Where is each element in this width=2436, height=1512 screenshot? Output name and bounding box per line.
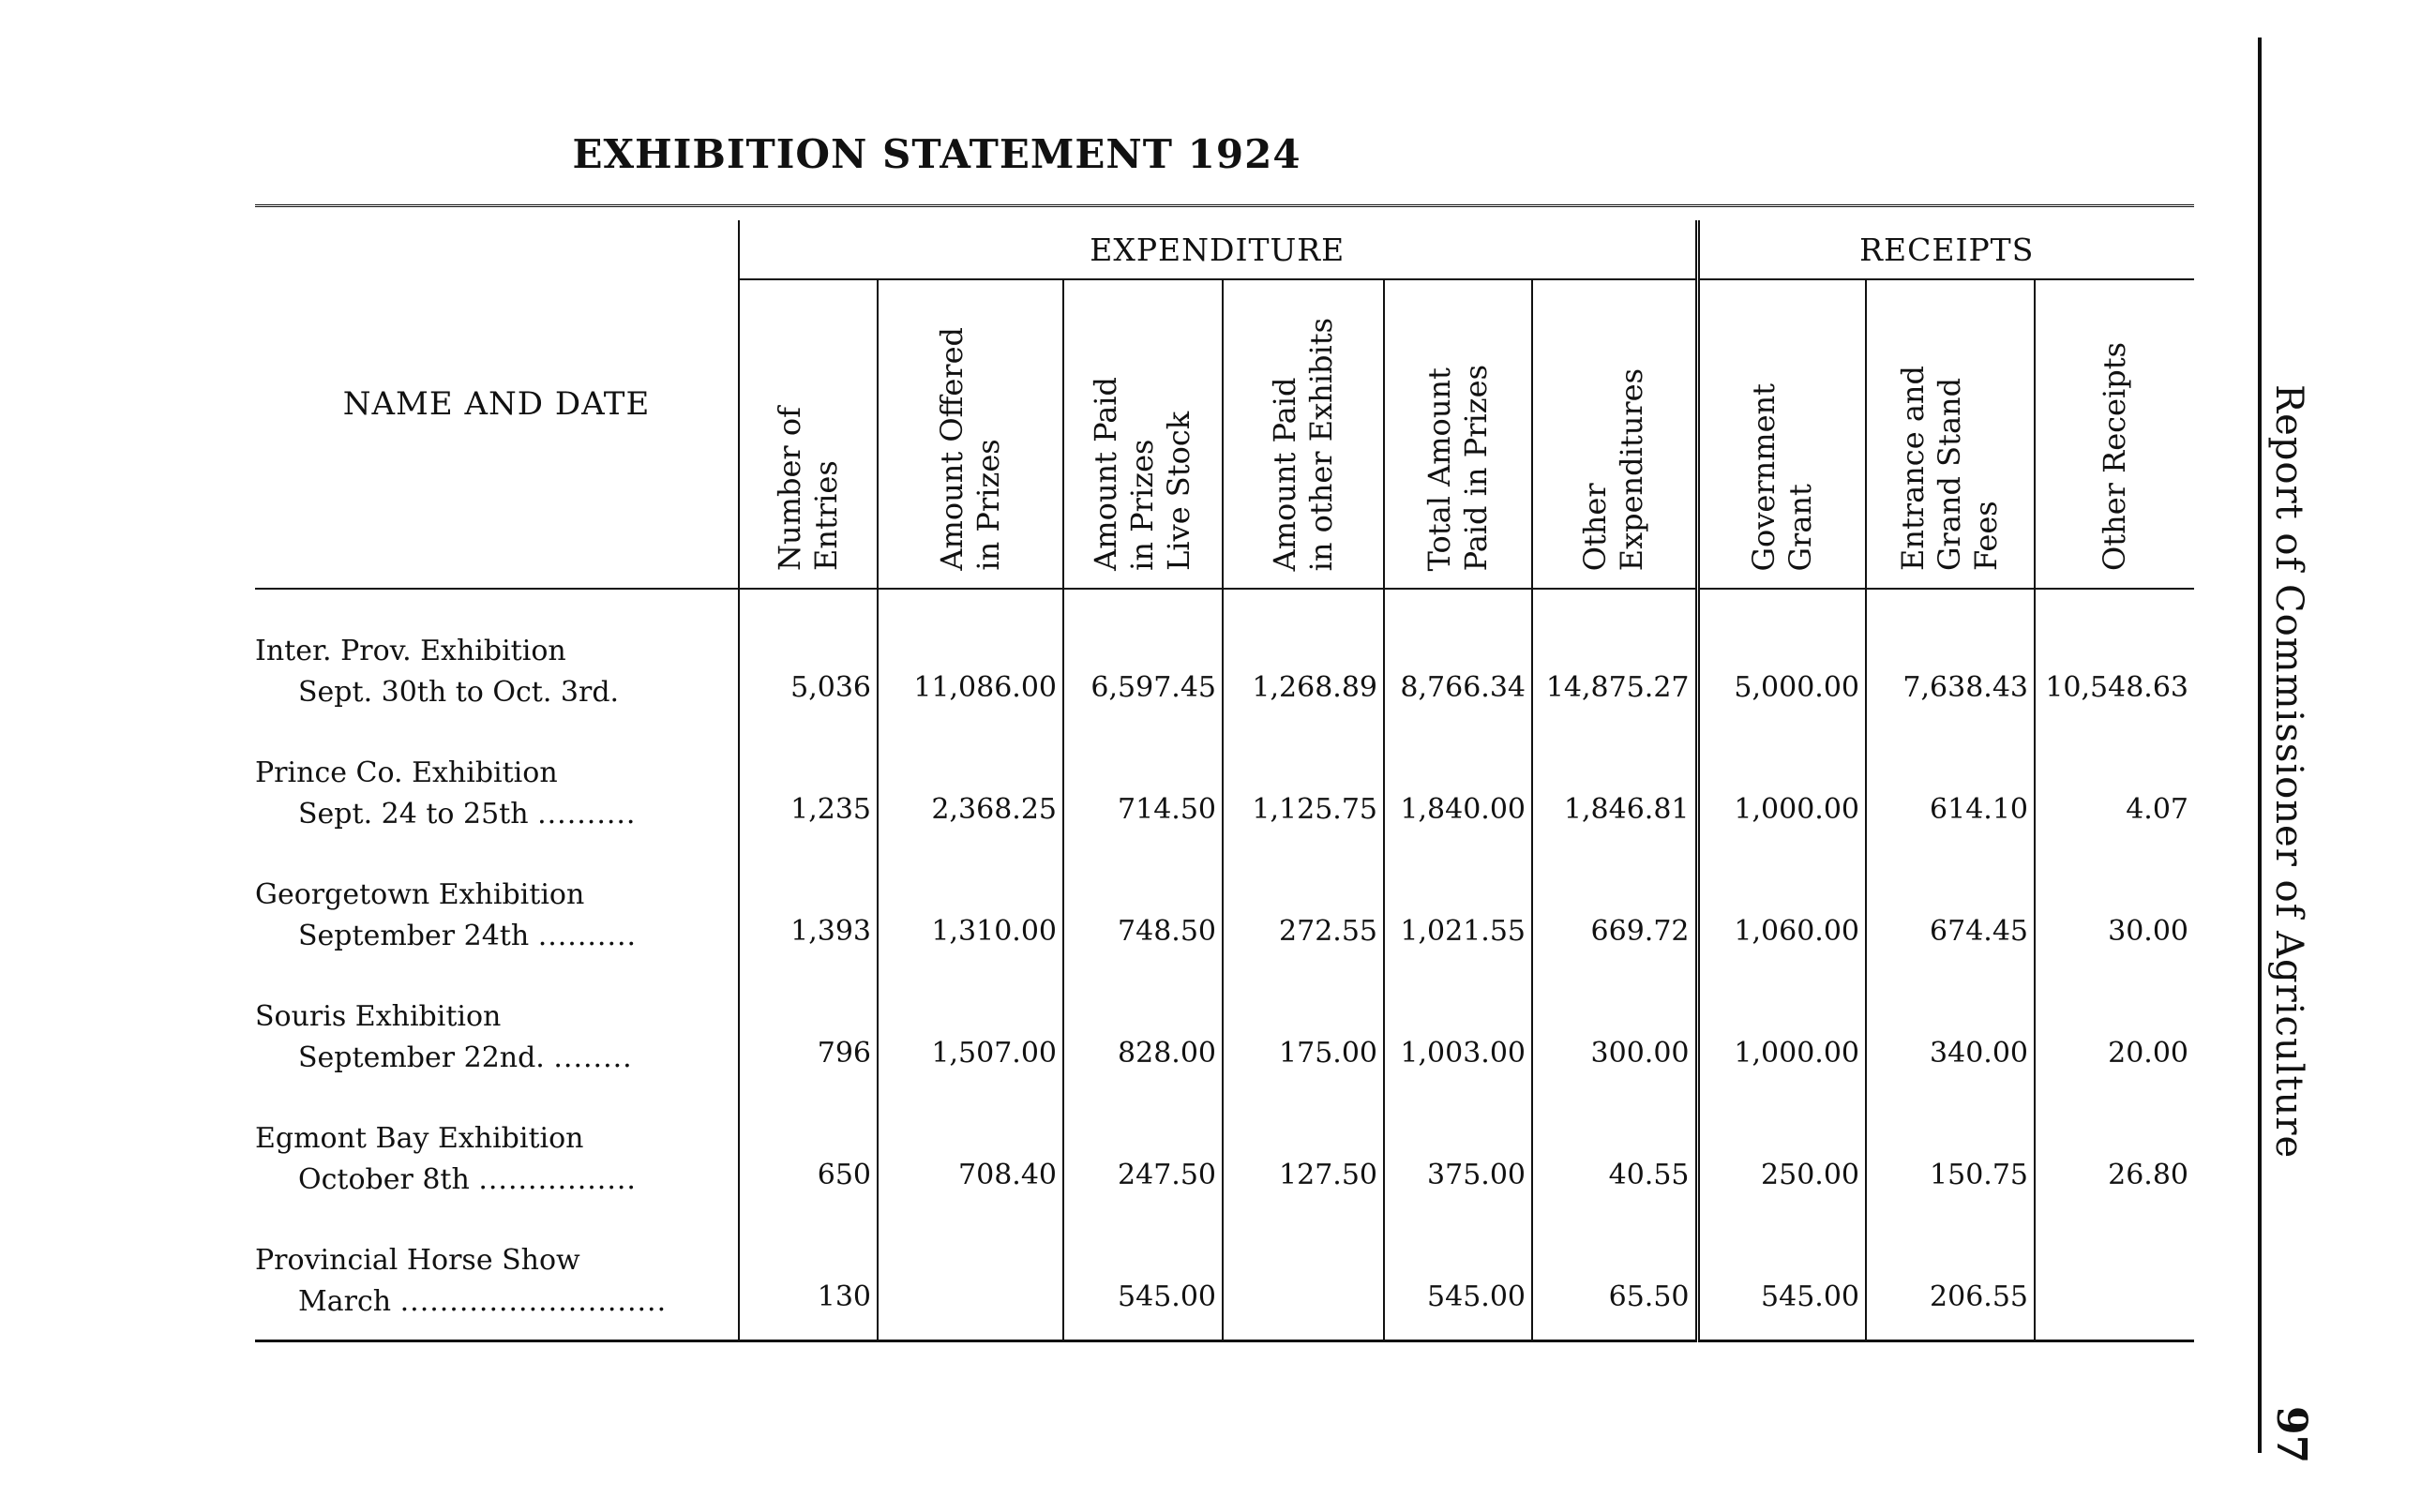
cell-government-grant: 545.00	[1697, 1218, 1866, 1341]
cell-other-receipts: 20.00	[2108, 1037, 2188, 1070]
cell-government-grant: 1,000.00	[1697, 974, 1866, 1096]
cell-amount-offered: 2,368.25	[878, 730, 1063, 852]
cell-total-paid: 1,840.00	[1384, 730, 1532, 852]
cell-amount-offered	[878, 1218, 1063, 1341]
receipts-group-header: RECEIPTS	[1697, 220, 2194, 279]
column-header-amount-offered: Amount Offered in Prizes	[878, 279, 1063, 589]
cell-other-expenditures: 40.55	[1532, 1096, 1697, 1218]
column-header-other-receipts: Other Receipts	[2096, 342, 2132, 571]
column-header-entrance-fees: Entrance and Grand Stand Fees	[1866, 279, 2035, 589]
cell-entrance-fees: 674.45	[1866, 852, 2035, 974]
cell-total-paid: 375.00	[1384, 1096, 1532, 1218]
cell-total-paid: 1,003.00	[1384, 974, 1532, 1096]
cell-amount-offered: 708.40	[878, 1096, 1063, 1218]
column-header-total-paid: Total Amount Paid in Prizes	[1384, 279, 1532, 589]
cell-other-receipts: 26.80	[2108, 1159, 2188, 1191]
cell-total-paid: 8,766.34	[1384, 608, 1532, 730]
table-row	[255, 974, 2194, 1096]
cell-amount-offered: 1,310.00	[878, 852, 1063, 974]
cell-other-receipts: 10,548.63	[2045, 671, 2188, 704]
table-row	[255, 852, 2194, 974]
cell-entries: 5,036	[739, 608, 878, 730]
page-number: 97	[2267, 1406, 2315, 1464]
cell-entries: 130	[739, 1218, 878, 1341]
exhibition-table	[255, 204, 2194, 1348]
running-head: Report of Commissioner of Agriculture	[2267, 384, 2310, 1160]
row-name-cell: Egmont Bay Exhibition October 8th ................	[255, 1096, 739, 1218]
side-divider-line	[2258, 37, 2262, 1453]
cell-amount-offered: 11,086.00	[878, 608, 1063, 730]
cell-entries: 1,393	[739, 852, 878, 974]
table-header	[255, 206, 2194, 591]
cell-government-grant: 1,060.00	[1697, 852, 1866, 974]
cell-entrance-fees: 340.00	[1866, 974, 2035, 1096]
cell-other-receipts	[2035, 1218, 2194, 1341]
cell-other-expenditures: 65.50	[1532, 1218, 1697, 1341]
expenditure-group-header: EXPENDITURE	[739, 220, 1697, 279]
cell-entries: 1,235	[739, 730, 878, 852]
data-rows	[255, 608, 2194, 1341]
cell-paid-other-exhibits: 1,125.75	[1223, 730, 1384, 852]
cell-paid-live-stock: 748.50	[1063, 852, 1223, 974]
cell-entrance-fees: 614.10	[1866, 730, 2035, 852]
cell-total-paid: 1,021.55	[1384, 852, 1532, 974]
row-name-cell: Provincial Horse Show March ...........................	[255, 1218, 739, 1341]
cell-entrance-fees: 7,638.43	[1866, 608, 2035, 730]
cell-other-receipts: 30.00	[2108, 915, 2188, 948]
table-row	[255, 608, 2194, 730]
cell-entries: 796	[739, 974, 878, 1096]
cell-entrance-fees: 206.55	[1866, 1218, 2035, 1341]
cell-entries: 650	[739, 1096, 878, 1218]
column-header-government-grant: Government Grant	[1697, 279, 1866, 589]
cell-paid-live-stock: 6,597.45	[1063, 608, 1223, 730]
cell-other-receipts: 4.07	[2126, 793, 2188, 826]
cell-total-paid: 545.00	[1384, 1218, 1532, 1341]
cell-other-expenditures: 300.00	[1532, 974, 1697, 1096]
cell-paid-other-exhibits	[1223, 1218, 1384, 1341]
cell-paid-other-exhibits: 127.50	[1223, 1096, 1384, 1218]
column-header-paid-other-exhibits: Amount Paid in other Exhibits	[1223, 279, 1384, 589]
cell-other-expenditures: 14,875.27	[1532, 608, 1697, 730]
cell-government-grant: 250.00	[1697, 1096, 1866, 1218]
column-header-entries: Number of Entries	[739, 279, 878, 589]
cell-paid-live-stock: 545.00	[1063, 1218, 1223, 1341]
row-name-cell: Prince Co. Exhibition Sept. 24 to 25th ..........	[255, 730, 739, 852]
name-and-date-header: NAME AND DATE	[255, 220, 739, 589]
exhibition-table-container	[255, 204, 2194, 1348]
cell-government-grant: 5,000.00	[1697, 608, 1866, 730]
table-row	[255, 1096, 2194, 1218]
row-name-cell: Inter. Prov. Exhibition Sept. 30th to Oct. 3rd.	[255, 608, 739, 730]
table-row	[255, 730, 2194, 852]
cell-paid-other-exhibits: 272.55	[1223, 852, 1384, 974]
cell-amount-offered: 1,507.00	[878, 974, 1063, 1096]
cell-government-grant: 1,000.00	[1697, 730, 1866, 852]
cell-paid-live-stock: 247.50	[1063, 1096, 1223, 1218]
cell-paid-live-stock: 828.00	[1063, 974, 1223, 1096]
row-name-cell: Souris Exhibition September 22nd. ........	[255, 974, 739, 1096]
table-body	[255, 590, 2194, 608]
cell-paid-other-exhibits: 175.00	[1223, 974, 1384, 1096]
cell-other-expenditures: 669.72	[1532, 852, 1697, 974]
cell-entrance-fees: 150.75	[1866, 1096, 2035, 1218]
page-title: EXHIBITION STATEMENT 1924	[572, 131, 1301, 177]
column-header-other-expenditures: Other Expenditures	[1532, 279, 1697, 589]
cell-paid-live-stock: 714.50	[1063, 730, 1223, 852]
table-row	[255, 1218, 2194, 1341]
cell-paid-other-exhibits: 1,268.89	[1223, 608, 1384, 730]
row-name-cell: Georgetown Exhibition September 24th ..........	[255, 852, 739, 974]
cell-other-expenditures: 1,846.81	[1532, 730, 1697, 852]
column-header-paid-live-stock: Amount Paid in Prizes Live Stock	[1063, 279, 1223, 589]
